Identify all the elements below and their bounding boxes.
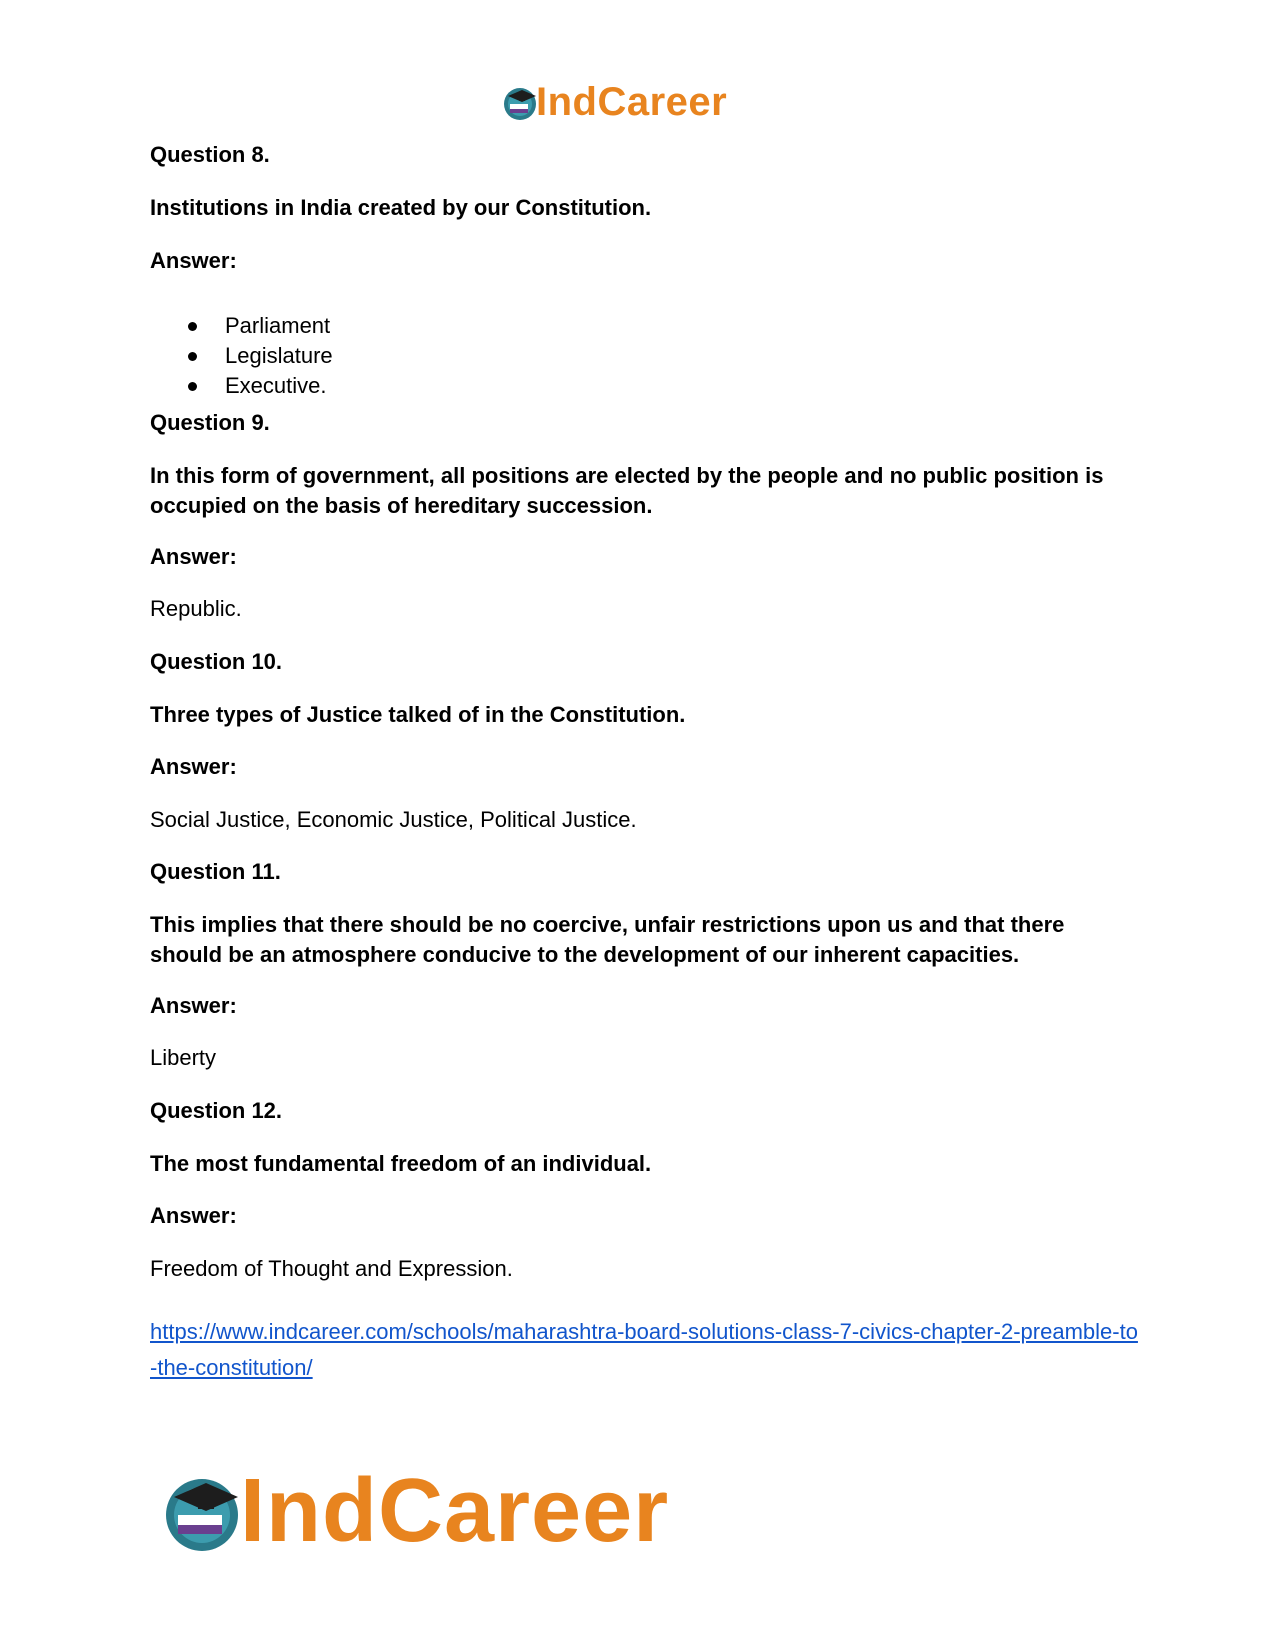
question-label: Question 8. bbox=[150, 142, 270, 167]
answer-list bbox=[150, 311, 333, 401]
answer-label: Answer: bbox=[150, 1203, 237, 1228]
answer-text: Social Justice, Economic Justice, Political Justice. bbox=[150, 807, 637, 832]
answer-label: Answer: bbox=[150, 544, 237, 569]
answer-text: Liberty bbox=[150, 1045, 217, 1070]
question-text: This implies that there should be no coercive, unfair restrictions upon us and that there should be an atmosphere conducive to the development of our inherent capacities. bbox=[150, 912, 1065, 967]
logo-wordmark: IndCareer bbox=[536, 80, 728, 124]
globe-graduation-cap-icon bbox=[500, 82, 540, 122]
source-link-container bbox=[150, 1314, 1140, 1386]
list-item: Legislature bbox=[150, 341, 333, 371]
question-label: Question 11. bbox=[150, 859, 281, 884]
answer-text: Republic. bbox=[150, 596, 242, 621]
question-text: Three types of Justice talked of in the Constitution. bbox=[150, 702, 686, 727]
question-label: Question 9. bbox=[150, 410, 270, 435]
question-label: Question 12. bbox=[150, 1098, 283, 1123]
bullet-icon bbox=[188, 322, 197, 331]
list-item: Parliament bbox=[150, 311, 333, 341]
indcareer-logo-bottom bbox=[160, 1461, 720, 1565]
source-link[interactable]: https://www.indcareer.com/schools/maharashtra-board-solutions-class-7-civics-chapter-2-preamble-to-the-constitution/ bbox=[150, 1319, 1138, 1380]
bullet-icon bbox=[188, 382, 197, 391]
bullet-icon bbox=[188, 352, 197, 361]
answer-text: Freedom of Thought and Expression. bbox=[150, 1256, 513, 1281]
question-label: Question 10. bbox=[150, 649, 283, 674]
answer-label: Answer: bbox=[150, 754, 237, 779]
question-text: Institutions in India created by our Constitution. bbox=[150, 195, 652, 220]
logo-wordmark: IndCareer bbox=[240, 1461, 670, 1561]
list-item: Executive. bbox=[150, 371, 333, 401]
answer-label: Answer: bbox=[150, 993, 237, 1018]
globe-graduation-cap-icon bbox=[160, 1469, 244, 1553]
question-text: The most fundamental freedom of an individual. bbox=[150, 1151, 652, 1176]
answer-label: Answer: bbox=[150, 248, 237, 273]
question-text: In this form of government, all positions are elected by the people and no public position is occupied on the basis of hereditary succession. bbox=[150, 463, 1104, 518]
indcareer-logo-top bbox=[500, 78, 780, 130]
